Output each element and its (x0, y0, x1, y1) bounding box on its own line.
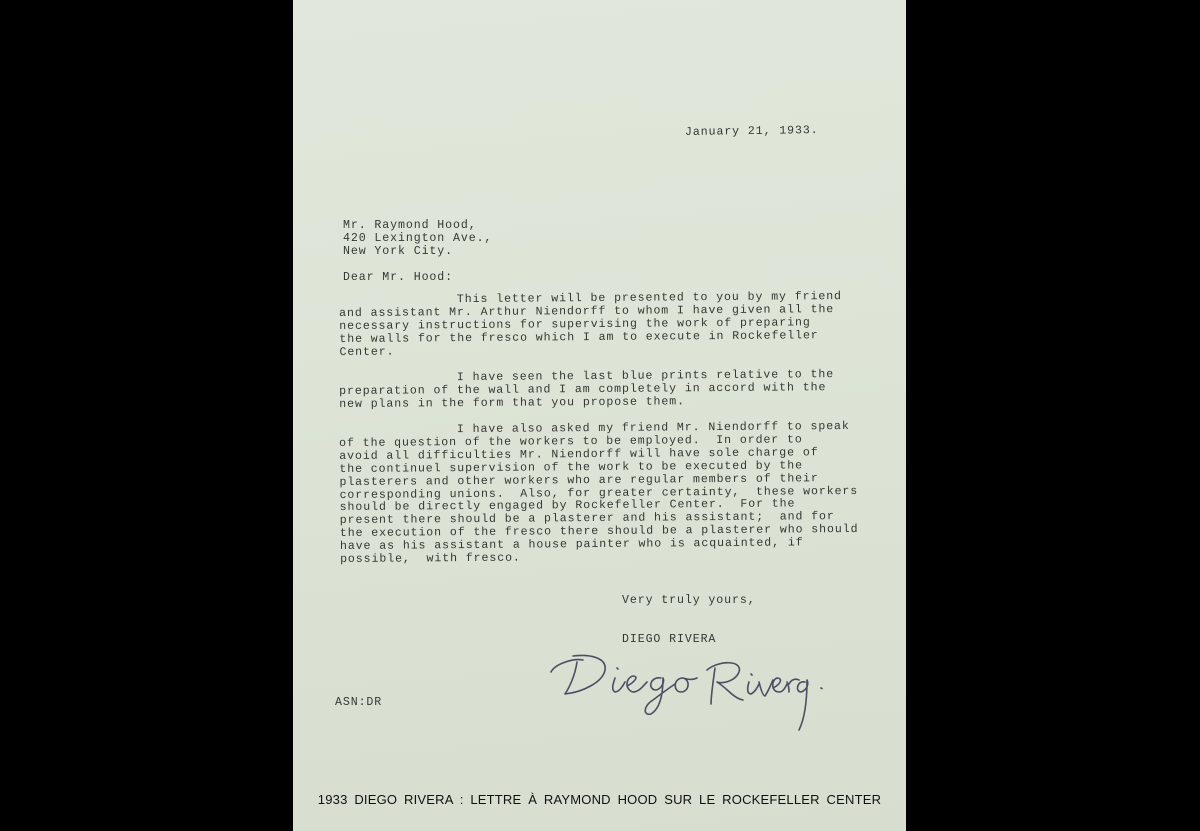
recipient-address (343, 219, 492, 259)
text-line: new plans in the form that you propose them. (339, 395, 686, 411)
text-line: This letter will be presented to you by my friend (338, 290, 842, 307)
text-line: plasterers and other workers who are regular members of their (339, 471, 819, 489)
letter-paragraph-2 (339, 369, 834, 412)
text-line: should be directly engaged by Rockefeller Center. For the (339, 497, 796, 515)
text-line: avoid all difficulties Mr. Niendorff will have sole charge of (339, 446, 819, 463)
salutation: Dear Mr. Hood: (343, 271, 454, 284)
letter-page (293, 0, 906, 831)
text-line: and assistant Mr. Arthur Niendorff to whom I have given all the (339, 303, 835, 320)
recipient-line: 420 Lexington Ave., (343, 232, 493, 246)
text-line: possible, with fresco. (340, 551, 521, 567)
letter-date: January 21, 1933. (684, 124, 819, 139)
text-line: of the question of the workers to be employed. In order to (339, 433, 803, 450)
text-line: corresponding unions. Also, for greater certainty, these workers (339, 484, 859, 502)
text-line: have as his assistant a house painter who is acquainted, if (339, 536, 804, 554)
image-caption: 1933 DIEGO RIVERA : LETTRE À RAYMOND HOOD SUR LE ROCKEFELLER CENTER (317, 792, 882, 807)
typist-initials: ASN:DR (335, 696, 383, 709)
text-line: the walls for the fresco which I am to execute in Rockefeller (339, 328, 819, 346)
text-line: preparation of the wall and I am completely in accord with the (339, 381, 827, 398)
recipient-line: Mr. Raymond Hood, (343, 219, 477, 232)
text-line: Center. (339, 345, 395, 359)
text-line: present there should be a plasterer and his assistant; and for (339, 510, 835, 528)
letter-paragraph-3 (339, 421, 859, 567)
letter-closing: Very truly yours, (622, 594, 756, 607)
letter-paragraph-1 (339, 291, 842, 359)
typed-signature-name: DIEGO RIVERA (622, 633, 717, 646)
handwritten-signature (543, 642, 843, 742)
text-line: the execution of the fresco there should be a plasterer who should (339, 523, 859, 541)
text-line: the continuel supervision of the work to be executed by the (339, 459, 803, 476)
recipient-line: New York City. (343, 245, 454, 259)
text-line: necessary instructions for supervising the work of preparing (339, 316, 811, 333)
text-line: I have seen the last blue prints relative to the (338, 368, 835, 385)
text-line: I have also asked my friend Mr. Niendorff to speak (338, 419, 850, 437)
